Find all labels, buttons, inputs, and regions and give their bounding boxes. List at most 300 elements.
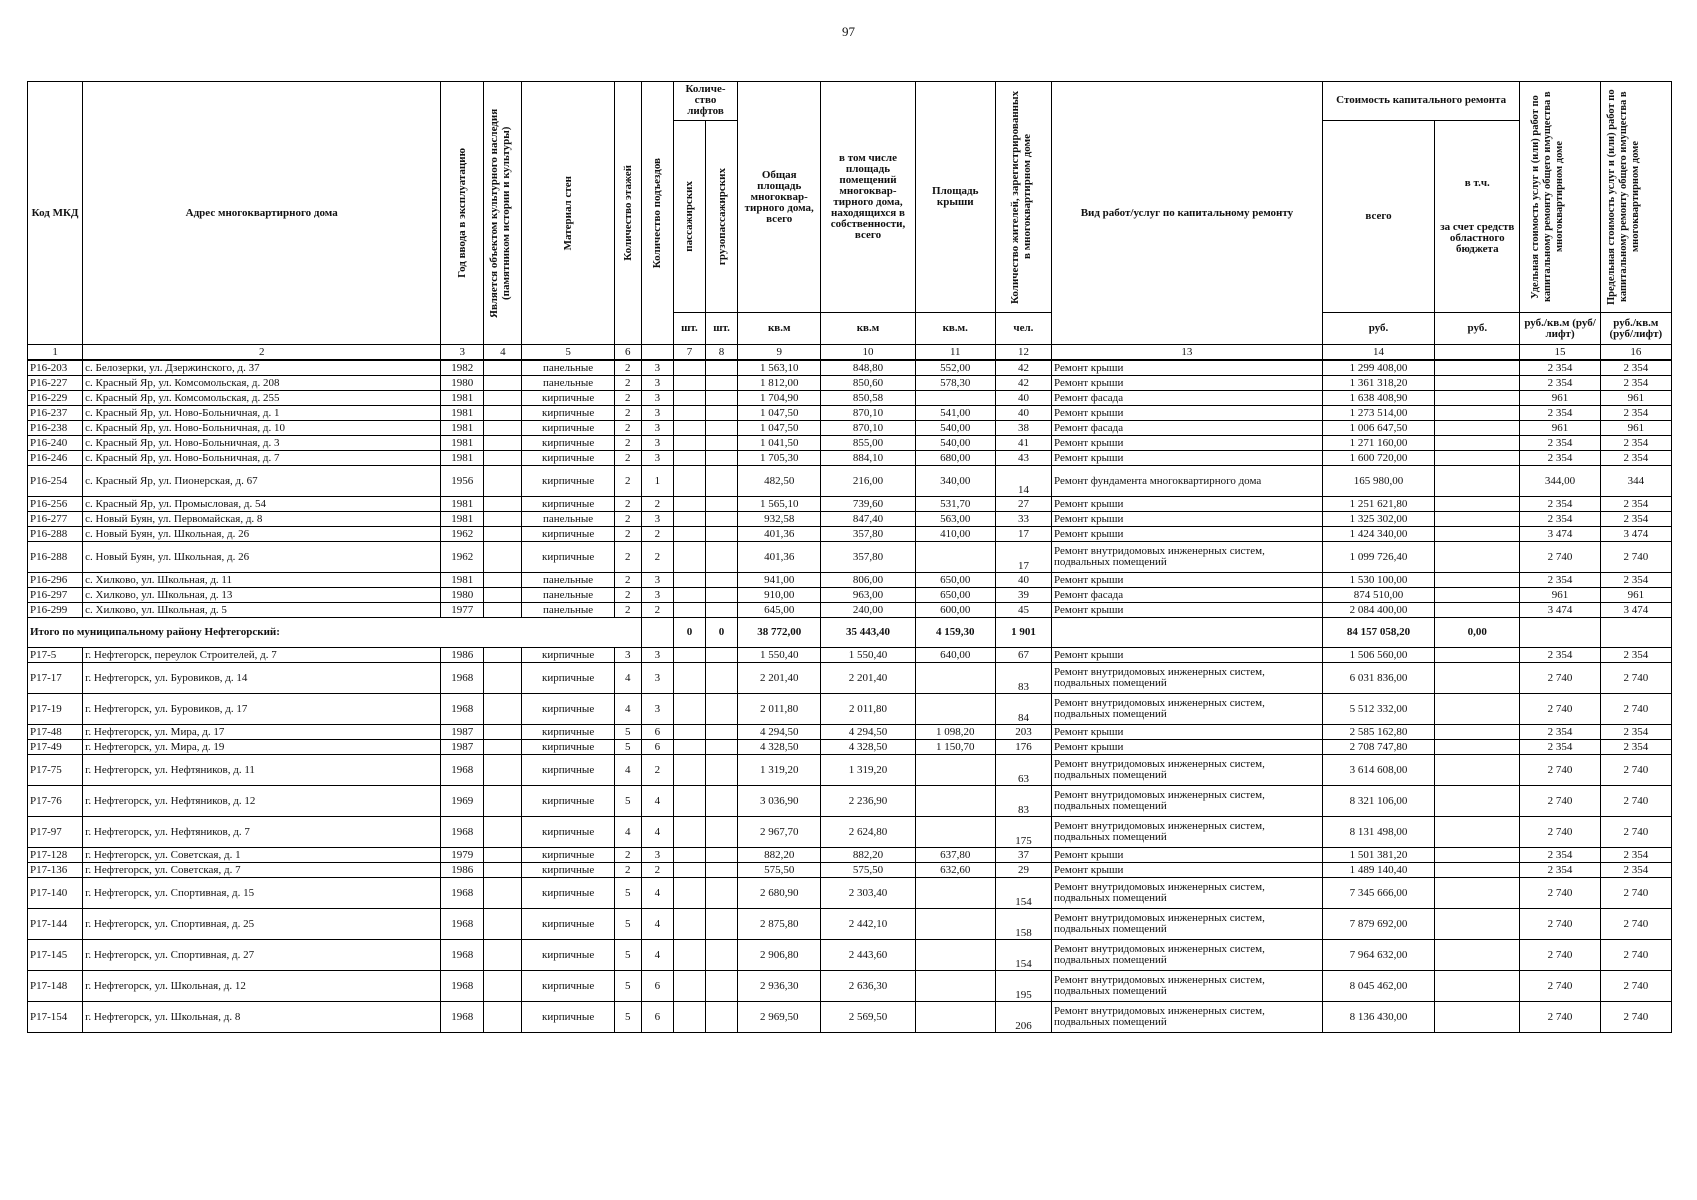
cell-floors: 2 xyxy=(614,542,641,573)
cell-unit: 2 354 xyxy=(1520,648,1600,663)
cell-entrances: 3 xyxy=(641,648,673,663)
cell-owned-area: 848,80 xyxy=(821,360,915,376)
cell-empty xyxy=(484,848,522,863)
cell-floors: 5 xyxy=(614,1002,641,1033)
cell-roof-area xyxy=(915,663,995,694)
cell-empty xyxy=(706,817,738,848)
cell-address: г. Нефтегорск, ул. Спортивная, д. 27 xyxy=(83,940,441,971)
cell-empty xyxy=(1435,497,1520,512)
table-row xyxy=(28,376,1672,391)
cell-address: с. Новый Буян, ул. Первомайская, д. 8 xyxy=(83,512,441,527)
cell-roof-area: 531,70 xyxy=(915,497,995,512)
cell-residents: 41 xyxy=(995,436,1051,451)
cell-cost: 2 084 400,00 xyxy=(1322,603,1434,618)
cell-floors: 2 xyxy=(614,603,641,618)
cell-cost: 7 964 632,00 xyxy=(1322,940,1434,971)
cell-empty xyxy=(673,940,705,971)
cell-cost: 5 512 332,00 xyxy=(1322,694,1434,725)
cell-entrances: 3 xyxy=(641,663,673,694)
cell-entrances: 3 xyxy=(641,360,673,376)
cell-floors: 5 xyxy=(614,909,641,940)
cell-work: Ремонт крыши xyxy=(1052,527,1323,542)
cell-roof-area xyxy=(915,694,995,725)
cell-floors: 2 xyxy=(614,376,641,391)
cell-total-area: 1 041,50 xyxy=(738,436,821,451)
cell-floors: 5 xyxy=(614,740,641,755)
cell-year: 1968 xyxy=(441,909,484,940)
cell-owned-area: 806,00 xyxy=(821,573,915,588)
column-number: 1 xyxy=(28,345,83,361)
cell-address: г. Нефтегорск, ул. Советская, д. 7 xyxy=(83,863,441,878)
table-row xyxy=(28,406,1672,421)
cell-material: кирпичные xyxy=(522,755,614,786)
cell-empty xyxy=(484,971,522,1002)
cell-cost: 7 879 692,00 xyxy=(1322,909,1434,940)
cell-code: Р16-229 xyxy=(28,391,83,406)
cell-floors: 2 xyxy=(614,497,641,512)
cell-roof-area xyxy=(915,878,995,909)
cell-work: Ремонт крыши xyxy=(1052,863,1323,878)
column-number: 6 xyxy=(614,345,641,361)
cell-year: 1981 xyxy=(441,406,484,421)
cell-max: 2 354 xyxy=(1600,497,1671,512)
cell-empty xyxy=(673,848,705,863)
unit-regional: руб. xyxy=(1435,313,1520,345)
cell-max: 2 740 xyxy=(1600,817,1671,848)
table-row xyxy=(28,451,1672,466)
cell-empty xyxy=(673,1002,705,1033)
cell-cost: 1 006 647,50 xyxy=(1322,421,1434,436)
total-residents: 1 901 xyxy=(995,618,1051,648)
cell-floors: 2 xyxy=(614,863,641,878)
cell-address: с. Красный Яр, ул. Ново-Больничная, д. 10 xyxy=(83,421,441,436)
total-roof-area: 4 159,30 xyxy=(915,618,995,648)
cell-unit: 2 740 xyxy=(1520,786,1600,817)
cell-roof-area: 680,00 xyxy=(915,451,995,466)
cell-entrances: 6 xyxy=(641,725,673,740)
cell-empty xyxy=(484,694,522,725)
total-unit-blank xyxy=(1520,618,1600,648)
cell-floors: 5 xyxy=(614,786,641,817)
cell-empty xyxy=(673,878,705,909)
table-row xyxy=(28,512,1672,527)
cell-unit: 2 354 xyxy=(1520,497,1600,512)
cell-work: Ремонт внутридомовых инженерных систем, подвальных помещений xyxy=(1052,1002,1323,1033)
cell-roof-area: 540,00 xyxy=(915,421,995,436)
cell-material: кирпичные xyxy=(522,451,614,466)
cell-year: 1981 xyxy=(441,497,484,512)
cell-material: кирпичные xyxy=(522,909,614,940)
cell-empty xyxy=(484,603,522,618)
cell-address: г. Нефтегорск, ул. Буровиков, д. 14 xyxy=(83,663,441,694)
cell-entrances: 3 xyxy=(641,573,673,588)
cell-max: 2 740 xyxy=(1600,909,1671,940)
cell-code: Р17-48 xyxy=(28,725,83,740)
cell-floors: 2 xyxy=(614,512,641,527)
header-address: Адрес многоквартирного дома xyxy=(83,82,441,345)
cell-empty xyxy=(706,451,738,466)
cell-code: Р16-256 xyxy=(28,497,83,512)
cell-floors: 5 xyxy=(614,725,641,740)
cell-cost: 1 271 160,00 xyxy=(1322,436,1434,451)
table-row xyxy=(28,588,1672,603)
cell-roof-area: 640,00 xyxy=(915,648,995,663)
cell-work: Ремонт внутридомовых инженерных систем, подвальных помещений xyxy=(1052,663,1323,694)
cell-owned-area: 963,00 xyxy=(821,588,915,603)
total-row xyxy=(28,618,1672,648)
cell-material: кирпичные xyxy=(522,406,614,421)
cell-work: Ремонт крыши xyxy=(1052,740,1323,755)
unit-max-cost: руб./кв.м (руб/лифт) xyxy=(1600,313,1671,345)
cell-cost: 2 585 162,80 xyxy=(1322,725,1434,740)
total-regional: 0,00 xyxy=(1435,618,1520,648)
column-number: 4 xyxy=(484,345,522,361)
cell-cost: 1 506 560,00 xyxy=(1322,648,1434,663)
cell-empty xyxy=(673,755,705,786)
cell-material: панельные xyxy=(522,573,614,588)
cell-total-area: 2 011,80 xyxy=(738,694,821,725)
cell-roof-area: 340,00 xyxy=(915,466,995,497)
cell-owned-area: 2 236,90 xyxy=(821,786,915,817)
unit-lifts-passenger: шт. xyxy=(673,313,705,345)
cell-unit: 2 354 xyxy=(1520,848,1600,863)
cell-code: Р16-227 xyxy=(28,376,83,391)
cell-owned-area: 882,20 xyxy=(821,848,915,863)
header-cost-total: всего xyxy=(1322,120,1434,313)
cell-work: Ремонт внутридомовых инженерных систем, подвальных помещений xyxy=(1052,694,1323,725)
cell-empty xyxy=(706,909,738,940)
cell-total-area: 2 969,50 xyxy=(738,1002,821,1033)
cell-residents: 42 xyxy=(995,376,1051,391)
cell-entrances: 3 xyxy=(641,512,673,527)
cell-cost: 8 321 106,00 xyxy=(1322,786,1434,817)
cell-unit: 961 xyxy=(1520,391,1600,406)
cell-empty xyxy=(484,1002,522,1033)
cell-residents: 67 xyxy=(995,648,1051,663)
header-max-cost: Предельная стоимость услуг и (или) работ по капитальному ремонту общего имущества в многоквартирном доме xyxy=(1600,82,1671,313)
cell-year: 1962 xyxy=(441,542,484,573)
table-row xyxy=(28,663,1672,694)
cell-address: г. Нефтегорск, ул. Спортивная, д. 15 xyxy=(83,878,441,909)
cell-roof-area xyxy=(915,1002,995,1033)
cell-address: г. Нефтегорск, ул. Мира, д. 17 xyxy=(83,725,441,740)
cell-owned-area: 2 011,80 xyxy=(821,694,915,725)
cell-empty xyxy=(706,940,738,971)
cell-unit: 2 740 xyxy=(1520,542,1600,573)
cell-total-area: 1 047,50 xyxy=(738,406,821,421)
cell-entrances: 2 xyxy=(641,497,673,512)
header-entrances: Количество подъездов xyxy=(641,82,673,345)
cell-entrances: 3 xyxy=(641,694,673,725)
cell-owned-area: 575,50 xyxy=(821,863,915,878)
cell-empty xyxy=(484,755,522,786)
cell-empty xyxy=(673,391,705,406)
cell-residents: 175 xyxy=(995,817,1051,848)
cell-work: Ремонт внутридомовых инженерных систем, подвальных помещений xyxy=(1052,542,1323,573)
cell-owned-area: 4 294,50 xyxy=(821,725,915,740)
cell-entrances: 4 xyxy=(641,786,673,817)
cell-residents: 40 xyxy=(995,391,1051,406)
cell-total-area: 482,50 xyxy=(738,466,821,497)
cell-work: Ремонт крыши xyxy=(1052,497,1323,512)
cell-empty xyxy=(706,542,738,573)
cell-residents: 206 xyxy=(995,1002,1051,1033)
cell-empty xyxy=(673,466,705,497)
cell-work: Ремонт фасада xyxy=(1052,391,1323,406)
cell-max: 3 474 xyxy=(1600,603,1671,618)
cell-empty xyxy=(484,542,522,573)
cell-empty xyxy=(673,603,705,618)
cell-material: кирпичные xyxy=(522,497,614,512)
cell-unit: 2 740 xyxy=(1520,878,1600,909)
cell-empty xyxy=(1435,755,1520,786)
column-number: 9 xyxy=(738,345,821,361)
cell-material: кирпичные xyxy=(522,527,614,542)
cell-unit: 961 xyxy=(1520,421,1600,436)
cell-empty xyxy=(1435,663,1520,694)
column-number: 5 xyxy=(522,345,614,361)
cell-owned-area: 4 328,50 xyxy=(821,740,915,755)
cell-empty xyxy=(484,878,522,909)
cell-entrances: 3 xyxy=(641,391,673,406)
cell-cost: 165 980,00 xyxy=(1322,466,1434,497)
column-number: 12 xyxy=(995,345,1051,361)
cell-year: 1981 xyxy=(441,512,484,527)
cell-empty xyxy=(673,436,705,451)
total-owned-area: 35 443,40 xyxy=(821,618,915,648)
cell-entrances: 3 xyxy=(641,848,673,863)
cell-unit: 2 740 xyxy=(1520,909,1600,940)
cell-empty xyxy=(484,663,522,694)
cell-empty xyxy=(484,786,522,817)
cell-year: 1980 xyxy=(441,376,484,391)
cell-code: Р16-297 xyxy=(28,588,83,603)
header-heritage: Является объектом культурного наследия (памятником истории и культуры) xyxy=(484,82,522,345)
table-row xyxy=(28,878,1672,909)
table-row xyxy=(28,863,1672,878)
cell-code: Р16-288 xyxy=(28,542,83,573)
cell-empty xyxy=(706,527,738,542)
cell-total-area: 2 967,70 xyxy=(738,817,821,848)
cell-address: с. Красный Яр, ул. Промысловая, д. 54 xyxy=(83,497,441,512)
table-row xyxy=(28,909,1672,940)
cell-empty xyxy=(1435,573,1520,588)
cell-empty xyxy=(1435,694,1520,725)
cell-total-area: 1 563,10 xyxy=(738,360,821,376)
total-area: 38 772,00 xyxy=(738,618,821,648)
cell-max: 2 740 xyxy=(1600,940,1671,971)
cell-empty xyxy=(484,588,522,603)
cell-work: Ремонт крыши xyxy=(1052,376,1323,391)
column-number: 8 xyxy=(706,345,738,361)
cell-roof-area xyxy=(915,940,995,971)
cell-max: 2 354 xyxy=(1600,376,1671,391)
cell-empty xyxy=(484,863,522,878)
table-total xyxy=(28,618,1672,648)
cell-floors: 2 xyxy=(614,466,641,497)
cell-empty xyxy=(1435,436,1520,451)
cell-roof-area: 578,30 xyxy=(915,376,995,391)
cell-owned-area: 2 636,30 xyxy=(821,971,915,1002)
cell-address: с. Красный Яр, ул. Ново-Больничная, д. 7 xyxy=(83,451,441,466)
cell-empty xyxy=(1435,909,1520,940)
cell-floors: 2 xyxy=(614,421,641,436)
cell-empty xyxy=(706,588,738,603)
cell-empty xyxy=(706,406,738,421)
cell-empty xyxy=(1435,542,1520,573)
cell-max: 2 354 xyxy=(1600,648,1671,663)
cell-owned-area: 1 319,20 xyxy=(821,755,915,786)
cell-max: 2 740 xyxy=(1600,786,1671,817)
cell-residents: 17 xyxy=(995,527,1051,542)
cell-empty xyxy=(673,512,705,527)
cell-material: панельные xyxy=(522,512,614,527)
cell-address: г. Нефтегорск, ул. Советская, д. 1 xyxy=(83,848,441,863)
unit-owned-area: кв.м xyxy=(821,313,915,345)
cell-empty xyxy=(1435,588,1520,603)
table-row xyxy=(28,360,1672,376)
cell-year: 1968 xyxy=(441,755,484,786)
cell-max: 2 354 xyxy=(1600,512,1671,527)
cell-floors: 5 xyxy=(614,940,641,971)
cell-empty xyxy=(706,878,738,909)
cell-unit: 2 354 xyxy=(1520,863,1600,878)
cell-total-area: 401,36 xyxy=(738,527,821,542)
page-number: 97 xyxy=(842,24,855,39)
cell-material: кирпичные xyxy=(522,436,614,451)
header-total-area: Общая площадь многоквар-тирного дома, всего xyxy=(738,82,821,313)
cell-address: с. Хилково, ул. Школьная, д. 11 xyxy=(83,573,441,588)
cell-address: г. Нефтегорск, ул. Школьная, д. 8 xyxy=(83,1002,441,1033)
cell-empty xyxy=(706,466,738,497)
cell-year: 1962 xyxy=(441,527,484,542)
cell-entrances: 3 xyxy=(641,406,673,421)
cell-max: 2 740 xyxy=(1600,755,1671,786)
cell-code: Р17-5 xyxy=(28,648,83,663)
cell-total-area: 2 906,80 xyxy=(738,940,821,971)
cell-empty xyxy=(673,648,705,663)
cell-work: Ремонт фундамента многоквартирного дома xyxy=(1052,466,1323,497)
cell-work: Ремонт крыши xyxy=(1052,725,1323,740)
cell-work: Ремонт крыши xyxy=(1052,648,1323,663)
cell-residents: 38 xyxy=(995,421,1051,436)
cell-entrances: 2 xyxy=(641,527,673,542)
cell-empty xyxy=(1435,648,1520,663)
cell-empty xyxy=(673,497,705,512)
cell-code: Р16-237 xyxy=(28,406,83,421)
cell-total-area: 2 936,30 xyxy=(738,971,821,1002)
cell-owned-area: 884,10 xyxy=(821,451,915,466)
cell-address: с. Белозерки, ул. Дзержинского, д. 37 xyxy=(83,360,441,376)
cell-year: 1981 xyxy=(441,573,484,588)
cell-empty xyxy=(706,971,738,1002)
cell-year: 1987 xyxy=(441,725,484,740)
cell-floors: 4 xyxy=(614,694,641,725)
cell-roof-area: 650,00 xyxy=(915,588,995,603)
cell-owned-area: 240,00 xyxy=(821,603,915,618)
cell-empty xyxy=(1435,1002,1520,1033)
cell-year: 1979 xyxy=(441,848,484,863)
cell-empty xyxy=(706,1002,738,1033)
cell-max: 2 354 xyxy=(1600,406,1671,421)
header-lifts: Количе-ство лифтов xyxy=(673,82,737,121)
cell-roof-area xyxy=(915,755,995,786)
cell-cost: 1 361 318,20 xyxy=(1322,376,1434,391)
cell-entrances: 3 xyxy=(641,436,673,451)
cell-empty xyxy=(484,466,522,497)
cell-empty xyxy=(484,451,522,466)
cell-owned-area: 1 550,40 xyxy=(821,648,915,663)
cell-unit: 3 474 xyxy=(1520,603,1600,618)
cell-entrances: 2 xyxy=(641,603,673,618)
header-owned-area: в том числе площадь помещений многоквар-тирного дома, находящихся в собственности, всего xyxy=(821,82,915,313)
cell-unit: 2 740 xyxy=(1520,817,1600,848)
cell-empty xyxy=(484,497,522,512)
cell-floors: 2 xyxy=(614,360,641,376)
cell-empty xyxy=(1435,421,1520,436)
cell-floors: 2 xyxy=(614,391,641,406)
cell-work: Ремонт крыши xyxy=(1052,848,1323,863)
cell-code: Р17-17 xyxy=(28,663,83,694)
cell-empty xyxy=(673,786,705,817)
cell-roof-area xyxy=(915,786,995,817)
cell-total-area: 2 201,40 xyxy=(738,663,821,694)
cell-empty xyxy=(706,786,738,817)
cell-address: г. Нефтегорск, ул. Нефтяников, д. 12 xyxy=(83,786,441,817)
cell-material: кирпичные xyxy=(522,740,614,755)
cell-residents: 39 xyxy=(995,588,1051,603)
cell-empty xyxy=(484,527,522,542)
cell-cost: 1 273 514,00 xyxy=(1322,406,1434,421)
cell-address: с. Красный Яр, ул. Пионерская, д. 67 xyxy=(83,466,441,497)
cell-roof-area: 541,00 xyxy=(915,406,995,421)
cell-owned-area: 739,60 xyxy=(821,497,915,512)
cell-code: Р16-246 xyxy=(28,451,83,466)
cell-entrances: 4 xyxy=(641,878,673,909)
column-number: 15 xyxy=(1520,345,1600,361)
table-row xyxy=(28,466,1672,497)
cell-work: Ремонт крыши xyxy=(1052,360,1323,376)
cell-cost: 2 708 747,80 xyxy=(1322,740,1434,755)
cell-address: г. Нефтегорск, ул. Школьная, д. 12 xyxy=(83,971,441,1002)
cell-work: Ремонт крыши xyxy=(1052,406,1323,421)
column-number-row xyxy=(28,345,1672,361)
cell-address: с. Красный Яр, ул. Ново-Больничная, д. 3 xyxy=(83,436,441,451)
total-label: Итого по муниципальному району Нефтегорский: xyxy=(28,618,642,648)
cell-year: 1968 xyxy=(441,817,484,848)
cell-work: Ремонт внутридомовых инженерных систем, подвальных помещений xyxy=(1052,878,1323,909)
cell-roof-area xyxy=(915,542,995,573)
cell-address: с. Новый Буян, ул. Школьная, д. 26 xyxy=(83,542,441,573)
cell-residents: 27 xyxy=(995,497,1051,512)
cell-empty xyxy=(706,663,738,694)
cell-residents: 203 xyxy=(995,725,1051,740)
cell-empty xyxy=(706,863,738,878)
header-material: Материал стен xyxy=(522,82,614,345)
cell-floors: 5 xyxy=(614,971,641,1002)
cell-material: кирпичные xyxy=(522,878,614,909)
table-row xyxy=(28,725,1672,740)
total-lifts-passenger: 0 xyxy=(673,618,705,648)
cell-material: панельные xyxy=(522,588,614,603)
cell-year: 1987 xyxy=(441,740,484,755)
unit-lifts-freight: шт. xyxy=(706,313,738,345)
cell-floors: 2 xyxy=(614,588,641,603)
cell-owned-area: 2 443,60 xyxy=(821,940,915,971)
cell-entrances: 6 xyxy=(641,740,673,755)
cell-total-area: 932,58 xyxy=(738,512,821,527)
cell-max: 2 740 xyxy=(1600,971,1671,1002)
